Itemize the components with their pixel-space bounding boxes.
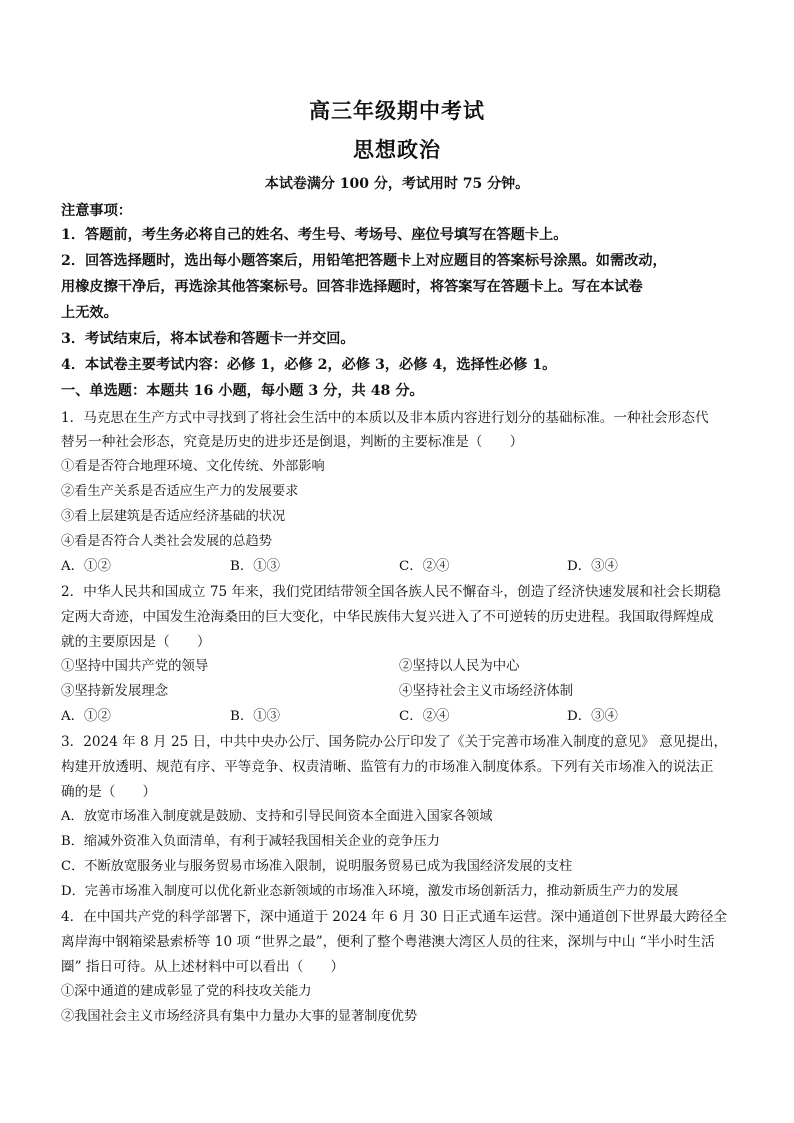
q2-stem-line-2: 定两大奇迹，中国发生沧海桑田的巨大变化，中华民族伟大复兴进入了不可逆转的历史进程。我国取得辉煌成 [61,609,714,625]
q3-stem-line-3: 确的是（ ） [61,784,157,800]
exam-info: 本试卷满分 100 分，考试用时 75 分钟。 [264,176,530,192]
q2-option-c: C．②④ [399,709,450,724]
q1-statement-1: ①看是否符合地理环境、文化传统、外部影响 [61,459,325,474]
note-3: 3．考试结束后，将本试卷和答题卡一并交回。 [61,331,355,347]
q3-option-a: A．放宽市场准入制度就是鼓励、支持和引导民间资本全面进入国家各领域 [61,809,493,824]
q2-stem-line-3: 就的主要原因是（ ） [61,634,211,650]
q2-stem-line-1: 2．中华人民共和国成立 75 年来，我们党团结带领全国各族人民不懈奋斗，创造了经济快速发展和社会长期稳 [61,584,721,600]
q1-option-d: D．③④ [567,559,618,574]
q1-stem-line-2: 替另一种社会形态，究竟是历史的进步还是倒退，判断的主要标准是（ ） [61,434,524,450]
q1-stem-line-1: 1．马克思在生产方式中寻找到了将社会生活中的本质以及非本质内容进行划分的基础标准。一种社会形态代 [61,410,709,426]
q1-option-c: C．②④ [399,559,450,574]
note-2-line-2: 用橡皮擦干净后，再选涂其他答案标号。回答非选择题时，将答案写在答题卡上。写在本试卷 [61,279,643,295]
q2-statement-4: ④坚持社会主义市场经济体制 [399,684,574,699]
subject-title: 思想政治 [353,137,441,162]
q3-option-c: C．不断放宽服务业与服务贸易市场准入限制，说明服务贸易已成为我国经济发展的支柱 [61,859,573,874]
q1-statement-3: ③看上层建筑是否适应经济基础的状况 [61,509,286,524]
note-4: 4．本试卷主要考试内容：必修 1，必修 2，必修 3，必修 4，选择性必修 1。 [61,357,557,373]
q1-statement-2: ②看生产关系是否适应生产力的发展要求 [61,484,299,499]
q1-option-b: B．①③ [230,559,281,574]
q2-option-d: D．③④ [567,709,618,724]
section-heading: 一、单选题：本题共 16 小题，每小题 3 分，共 48 分。 [61,383,424,399]
q3-option-d: D．完善市场准入制度可以优化新业态新领域的市场准入环境，激发市场创新活力，推动新质生产力的发展 [61,884,679,899]
q4-stem-line-3: 圈” 指日可待。从上述材料中可以看出（ ） [61,959,345,975]
notes-heading: 注意事项： [61,203,132,219]
q1-statement-4: ④看是否符合人类社会发展的总趋势 [61,534,272,549]
q3-option-b: B．缩减外资准入负面清单，有利于减轻我国相关企业的竞争压力 [61,834,440,849]
q4-statement-2: ②我国社会主义市场经济具有集中力量办大事的显著制度优势 [61,1009,418,1024]
q1-option-a: A．①② [61,559,111,574]
note-1: 1．答题前，考生务必将自己的姓名、考生号、考场号、座位号填写在答题卡上。 [61,227,568,243]
q2-statement-3: ③坚持新发展理念 [61,684,169,699]
q2-option-a: A．①② [61,709,111,724]
q4-stem-line-1: 4．在中国共产党的科学部署下，深中通道于 2024 年 6 月 30 日正式通车运营。深中通道创下世界最大跨径全 [61,909,728,925]
q3-stem-line-2: 构建开放透明、规范有序、平等竞争、权责清晰、监管有力的市场准入制度体系。下列有关市场准入的说法正 [61,759,714,775]
q2-statement-1: ①坚持中国共产党的领导 [61,659,209,674]
q4-statement-1: ①深中通道的建成彰显了党的科技攻关能力 [61,984,312,999]
note-2-line-3: 上无效。 [61,305,118,321]
q2-option-b: B．①③ [230,709,281,724]
q3-stem-line-1: 3．2024 年 8 月 25 日，中共中央办公厅、国务院办公厅印发了《关于完善市场准入制度的意见》 意见提出， [61,734,728,750]
exam-title: 高三年级期中考试 [309,98,485,123]
q2-statement-2: ②坚持以人民为中心 [399,659,520,674]
note-2-line-1: 2．回答选择题时，选出每小题答案后，用铅笔把答题卡上对应题目的答案标号涂黑。如需改动， [61,253,667,269]
q4-stem-line-2: 离岸海中钢箱梁悬索桥等 10 项 “世界之最”，便利了整个粤港澳大湾区人员的往来，深圳与中山 “半小时生活 [61,934,715,950]
